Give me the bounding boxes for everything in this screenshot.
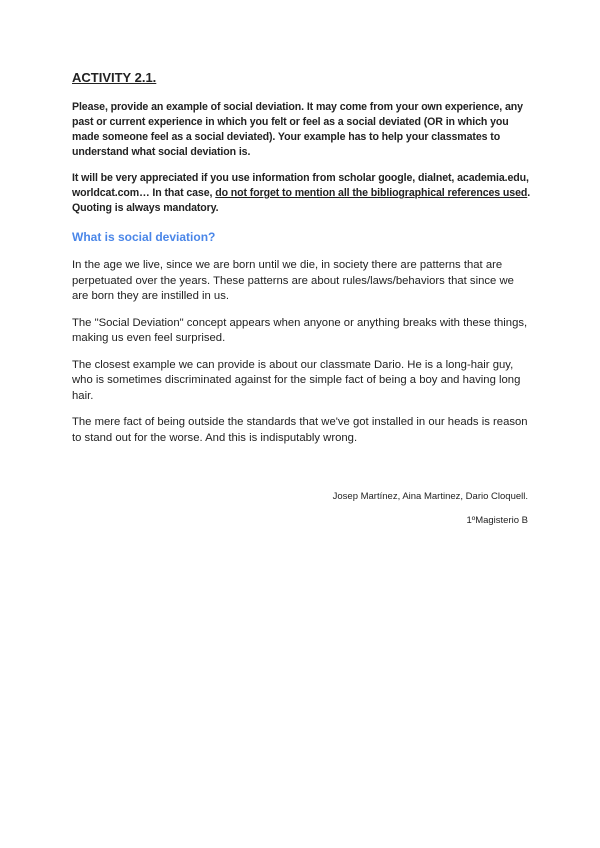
authors-signature: Josep Martínez, Aina Martinez, Dario Cloquell. xyxy=(332,491,528,502)
instructions-2-end: . Quoting is always mandatory. xyxy=(72,187,531,214)
instructions-2-start: It will be very appreciated if you use information from scholar google, dialnet, academia.edu, worldcat.com… In that case, xyxy=(72,172,529,199)
instructions-2-underlined: do not forget to mention all the bibliographical references used xyxy=(215,187,528,199)
body-paragraph-4: The mere fact of being outside the standards that we've got installed in our heads is reason to stand out for the worse. And this is indisputably wrong. xyxy=(72,416,528,444)
body-paragraph-1: In the age we live, since we are born until we die, in society there are patterns that are perpetuated over the years. These patterns are about rules/laws/behaviors that since we are born they are instilled in us. xyxy=(72,259,514,302)
instructions-paragraph-2 xyxy=(72,171,532,216)
class-group: 1ºMagisterio B xyxy=(466,515,528,526)
instructions-paragraph-1: Please, provide an example of social deviation. It may come from your own experience, any past or current experience in which you felt or feel as a social deviated (OR in which you made someone feel as a social deviated). Your example has to help your classmates to understand what social deviation is. xyxy=(72,101,523,158)
document-body xyxy=(72,70,532,457)
body-paragraph-2: The "Social Deviation" concept appears when anyone or anything breaks with these things, making us even feel surprised. xyxy=(72,316,528,344)
section-heading: What is social deviation? xyxy=(72,230,216,244)
activity-title: ACTIVITY 2.1. xyxy=(72,70,157,85)
body-paragraph-3: The closest example we can provide is about our classmate Dario. He is a long-hair guy, who is sometimes discriminated against for the simple fact of being a boy and having long hair. xyxy=(72,358,521,402)
